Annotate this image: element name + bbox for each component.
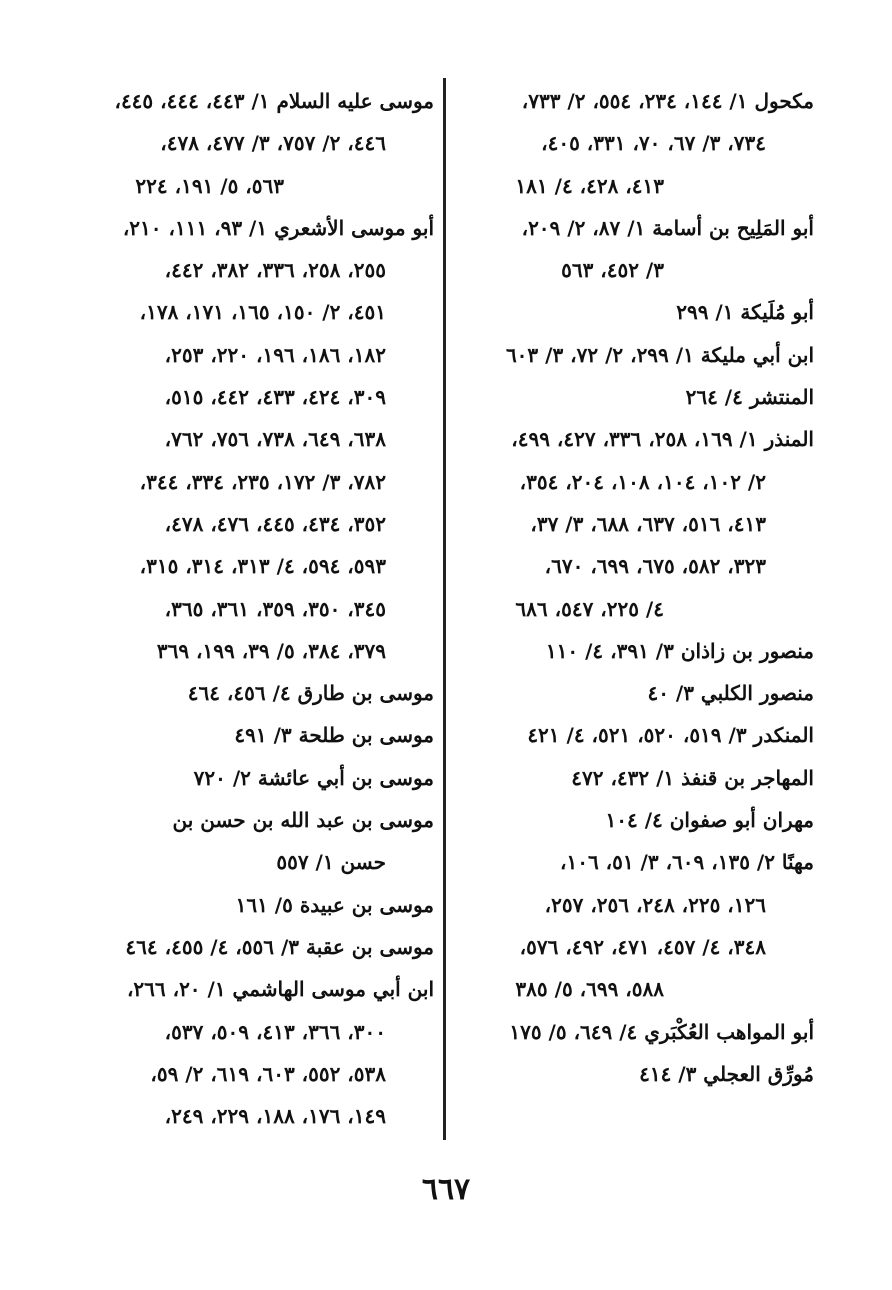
index-entry-continuation: ٣٥٢، ٤٣٤، ٤٤٥، ٤٧٦، ٤٧٨، <box>164 511 386 536</box>
index-entry: موسى بن طارق ٤/ ٤٥٦، ٤٦٤ <box>187 681 434 706</box>
index-entry-continuation: حسن ١/ ٥٥٧ <box>276 850 386 875</box>
index-entry-continuation: ٥٣٨، ٥٥٢، ٦٠٣، ٦١٩، ٢/ ٥٩، <box>150 1061 386 1086</box>
index-entry: مهنًا ٢/ ١٣٥، ٦٠٩، ٣/ ٥١، ١٠٦، <box>559 850 814 875</box>
index-entry-continuation: ١٨٢، ١٨٦، ١٩٦، ٢٢٠، ٢٥٣، <box>164 342 386 367</box>
index-entry: منصور بن زاذان ٣/ ٣٩١، ٤/ ١١٠ <box>545 638 814 663</box>
index-entry-continuation: ٧٨٢، ٣/ ١٧٢، ٢٣٥، ٣٣٤، ٣٤٤، <box>139 469 386 494</box>
index-entry: المهاجر بن قنفذ ١/ ٤٣٢، ٤٧٢ <box>571 765 814 790</box>
index-entry: موسى بن عبد الله بن حسن بن <box>172 808 434 833</box>
index-entry-continuation: ٣/ ٤٥٢، ٥٦٣ <box>561 258 664 283</box>
index-entry: المنكدر ٣/ ٥١٩، ٥٢٠، ٥٢١، ٤/ ٤٢١ <box>527 723 814 748</box>
index-entry-continuation: ٤/ ٢٢٥، ٥٤٧، ٦٨٦ <box>515 596 664 621</box>
index-entry-continuation: ٣٤٥، ٣٥٠، ٣٥٩، ٣٦١، ٣٦٥، <box>164 596 386 621</box>
index-entry-continuation: ٤٤٦، ٢/ ٧٥٧، ٣/ ٤٧٧، ٤٧٨، <box>160 131 386 156</box>
index-entry-continuation: ٢٥٥، ٢٥٨، ٣٣٦، ٣٨٢، ٤٤٢، <box>164 258 386 283</box>
index-entry-continuation: ٥٦٣، ٥/ ١٩١، ٢٢٤ <box>135 173 284 198</box>
index-entry-continuation: ٧٣٤، ٣/ ٦٧، ٧٠، ٣٣١، ٤٠٥، <box>541 131 766 156</box>
index-entry: أبو موسى الأشعري ١/ ٩٣، ١١١، ٢١٠، <box>122 215 434 240</box>
index-entry: مكحول ١/ ١٤٤، ٢٣٤، ٥٥٤، ٢/ ٧٣٣، <box>521 89 814 113</box>
index-entry: المنتشر ٤/ ٢٦٤ <box>685 385 814 410</box>
index-entry-continuation: ٣٤٨، ٤/ ٤٥٧، ٤٧١، ٤٩٢، ٥٧٦، <box>519 934 766 959</box>
index-entry: مهران أبو صفوان ٤/ ١٠٤ <box>605 808 814 833</box>
column-divider <box>443 78 446 1140</box>
index-entry-continuation: ٤١٣، ٥١٦، ٦٣٧، ٦٨٨، ٣/ ٣٧، <box>530 511 766 536</box>
index-entry: أبو مُلَيكة ١/ ٢٩٩ <box>676 300 814 325</box>
index-entry-continuation: ٢/ ١٠٢، ١٠٤، ١٠٨، ٢٠٤، ٣٥٤، <box>519 469 766 494</box>
index-entry: موسى بن أبي عائشة ٢/ ٧٢٠ <box>193 765 434 790</box>
right-column <box>458 80 814 1095</box>
page-number: ٦٦٧ <box>421 1172 471 1207</box>
index-entry: أبو المواهب العُكْبَري ٤/ ٦٤٩، ٥/ ١٧٥ <box>509 1019 814 1044</box>
index-entry-continuation: ٤١٣، ٤٢٨، ٤/ ١٨١ <box>515 173 664 198</box>
index-entry-continuation: ٣٠٠، ٣٦٦، ٤١٣، ٥٠٩، ٥٣٧، <box>164 1019 386 1044</box>
left-column <box>72 80 434 1137</box>
index-entry-continuation: ٣٢٣، ٥٨٢، ٦٧٥، ٦٩٩، ٦٧٠، <box>544 554 766 579</box>
index-entry-continuation: ٥٨٨، ٦٩٩، ٥/ ٣٨٥ <box>515 977 664 1002</box>
index-entry-continuation: ٦٣٨، ٦٤٩، ٧٣٨، ٧٥٦، ٧٦٢، <box>164 427 386 452</box>
index-entry-continuation: ٥٩٣، ٥٩٤، ٤/ ٣١٣، ٣١٤، ٣١٥، <box>139 554 386 579</box>
index-entry: أبو المَلِيح بن أسامة ١/ ٨٧، ٢/ ٢٠٩، <box>521 215 814 240</box>
index-entry: ابن أبي مليكة ١/ ٢٩٩، ٢/ ٧٢، ٣/ ٦٠٣ <box>505 342 814 367</box>
index-entry: منصور الكلبي ٣/ ٤٠ <box>647 681 814 706</box>
index-entry-continuation: ٤٥١، ٢/ ١٥٠، ١٦٥، ١٧١، ١٧٨، <box>139 300 386 325</box>
index-entry-continuation: ٣٧٩، ٣٨٤، ٥/ ٣٩، ١٩٩، ٣٦٩ <box>156 638 386 663</box>
index-entry: موسى عليه السلام ١/ ٤٤٣، ٤٤٤، ٤٤٥، <box>114 89 434 113</box>
index-entry: المنذر ١/ ١٦٩، ٢٥٨، ٣٣٦، ٤٢٧، ٤٩٩، <box>511 427 814 452</box>
index-entry-continuation: ٣٠٩، ٤٢٤، ٤٣٣، ٤٤٢، ٥١٥، <box>164 385 386 410</box>
index-entry: موسى بن عقبة ٣/ ٥٥٦، ٤/ ٤٥٥، ٤٦٤ <box>125 934 434 959</box>
index-entry: موسى بن طلحة ٣/ ٤٩١ <box>234 723 434 748</box>
index-entry-continuation: ١٢٦، ٢٢٥، ٢٤٨، ٢٥٦، ٢٥٧، <box>544 892 766 917</box>
index-entry: مُورِّق العجلي ٣/ ٤١٤ <box>639 1061 814 1086</box>
index-entry-continuation: ١٤٩، ١٧٦، ١٨٨، ٢٢٩، ٢٤٩، <box>164 1104 386 1129</box>
index-entry: ابن أبي موسى الهاشمي ١/ ٢٠، ٢٦٦، <box>126 977 434 1002</box>
index-entry: موسى بن عبيدة ٥/ ١٦١ <box>235 892 434 917</box>
